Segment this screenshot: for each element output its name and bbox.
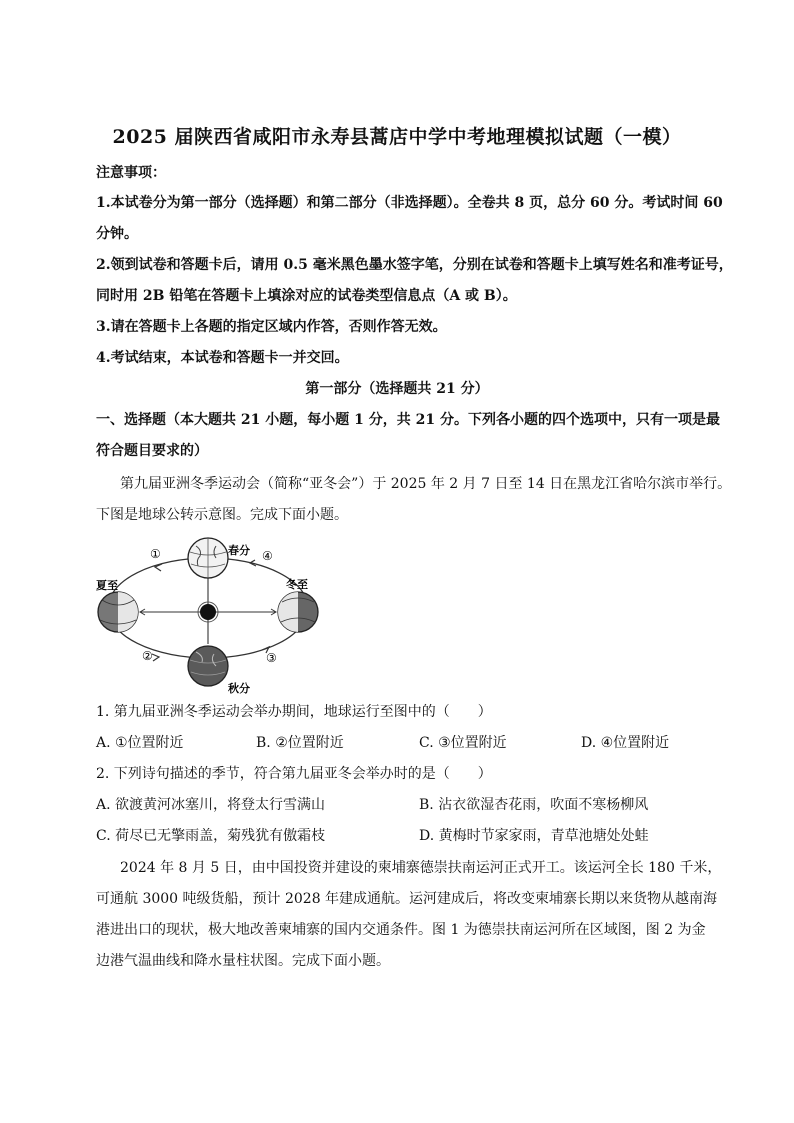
- notice-heading: 注意事项：: [96, 165, 166, 181]
- orbit-arrow-2: [152, 654, 159, 661]
- label-winter: 冬至: [286, 578, 308, 591]
- passage1-line2: 下图是地球公转示意图。完成下面小题。: [96, 507, 348, 523]
- notice-item-2: 2.领到试卷和答题卡后，请用 0.5 毫米黑色墨水签字笔，分别在试卷和答题卡上填写姓名和准考证号，: [96, 257, 733, 273]
- notice-item-4: 4.考试结束，本试卷和答题卡一并交回。: [96, 350, 349, 366]
- notice-item-1-cont: 分钟。: [96, 226, 138, 242]
- section-heading-cont: 符合题目要求的）: [96, 443, 208, 459]
- section-heading: 一、选择题（本大题共 21 小题，每小题 1 分，共 21 分。下列各小题的四个选项中，只有一项是最: [96, 412, 720, 428]
- position-4-label: ④: [262, 549, 273, 563]
- q2-option-d[interactable]: D. 黄梅时节家家雨，青草池塘处处蛙: [419, 828, 649, 844]
- q1-option-c[interactable]: C. ③位置附近: [419, 735, 507, 751]
- passage2-line3: 港进出口的现状，极大地改善柬埔寨的国内交通条件。图 1 为德崇扶南运河所在区域图，图 2 为金: [96, 922, 706, 938]
- label-autumn: 秋分: [228, 682, 250, 695]
- label-spring: 春分: [228, 544, 250, 557]
- q1-option-a[interactable]: A. ①位置附近: [96, 735, 184, 751]
- question-2-stem: 2. 下列诗句描述的季节，符合第九届亚冬会举办时的是（ ）: [96, 766, 492, 782]
- q2-option-c[interactable]: C. 荷尽已无擎雨盖，菊残犹有傲霜枝: [96, 828, 326, 844]
- earth-summer: [98, 592, 138, 632]
- question-1-stem: 1. 第九届亚洲冬季运动会举办期间，地球运行至图中的（ ）: [96, 704, 492, 720]
- passage2-line1: 2024 年 8 月 5 日，由中国投资并建设的柬埔寨德崇扶南运河正式开工。该运河全长 180 千米，: [120, 860, 722, 876]
- position-3-label: ③: [266, 651, 277, 665]
- page-title: 2025 届陕西省咸阳市永寿县蒿店中学中考地理模拟试题（一模）: [112, 126, 682, 148]
- notice-item-3: 3.请在答题卡上各题的指定区域内作答，否则作答无效。: [96, 319, 447, 335]
- earth-orbit-diagram: [90, 532, 330, 697]
- passage2-line2: 可通航 3000 吨级货船，预计 2028 年建成通航。运河建成后，将改变柬埔寨长期以来货物从越南海: [96, 891, 718, 907]
- notice-item-1: 1.本试卷分为第一部分（选择题）和第二部分（非选择题）。全卷共 8 页，总分 60 分。考试时间 60: [96, 195, 723, 211]
- q1-option-d[interactable]: D. ④位置附近: [581, 735, 670, 751]
- passage2-line4: 边港气温曲线和降水量柱状图。完成下面小题。: [96, 953, 390, 969]
- position-1-label: ①: [150, 547, 161, 561]
- q2-option-b[interactable]: B. 沾衣欲湿杏花雨，吹面不寒杨柳风: [419, 797, 649, 813]
- notice-item-2-cont: 同时用 2B 铅笔在答题卡上填涂对应的试卷类型信息点（A 或 B）。: [96, 288, 517, 304]
- earth-spring: [188, 538, 228, 578]
- earth-winter: [278, 592, 318, 632]
- earth-autumn: [188, 646, 228, 686]
- label-summer: 夏至: [96, 579, 118, 592]
- q2-option-a[interactable]: A. 欲渡黄河冰塞川，将登太行雪满山: [96, 797, 326, 813]
- passage1-line1: 第九届亚洲冬季运动会（简称“亚冬会”）于 2025 年 2 月 7 日至 14 日在黑龙江省哈尔滨市举行。: [120, 476, 732, 492]
- q1-option-b[interactable]: B. ②位置附近: [256, 735, 344, 751]
- sun-icon: [200, 604, 216, 620]
- part1-title: 第一部分（选择题共 21 分）: [305, 381, 489, 397]
- position-2-label: ②: [142, 649, 153, 663]
